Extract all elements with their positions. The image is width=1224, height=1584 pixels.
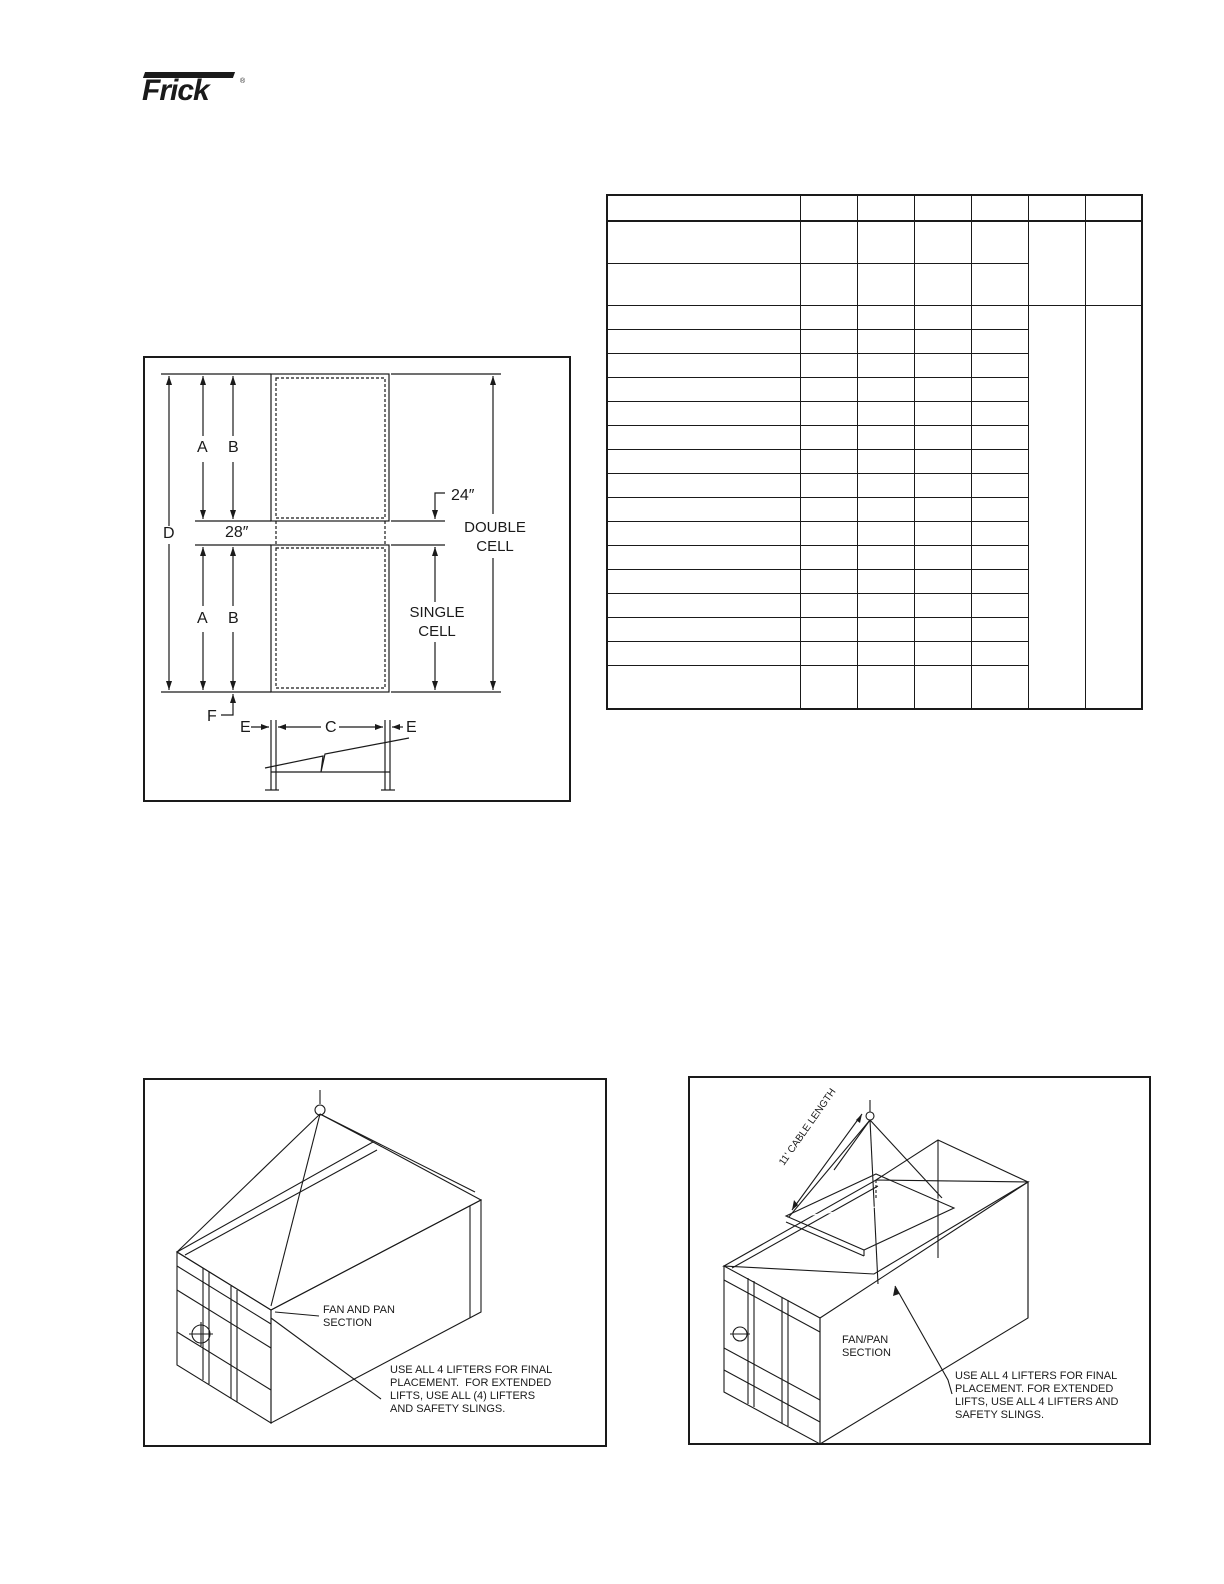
dim-label-c: C (325, 719, 337, 736)
table-cell (800, 521, 857, 545)
table-cell (607, 617, 800, 641)
table-cell-merged (1085, 305, 1142, 709)
fan-and-pan-section-label: FAN AND PAN SECTION (323, 1304, 395, 1329)
table-cell (914, 329, 971, 353)
table-cell (857, 617, 914, 641)
table-cell (914, 305, 971, 329)
table-row (607, 221, 1142, 263)
dim-label-e-right: E (406, 719, 417, 736)
table-cell (914, 521, 971, 545)
table-cell (800, 473, 857, 497)
table-cell (914, 449, 971, 473)
table-cell (971, 473, 1028, 497)
table-cell (800, 449, 857, 473)
table-cell (971, 305, 1028, 329)
dim-label-e-left: E (240, 719, 251, 736)
table-cell (971, 377, 1028, 401)
fan-and-pan-rigging-figure (143, 1078, 607, 1447)
frick-logo (142, 70, 252, 106)
table-cell (800, 593, 857, 617)
table-cell (914, 425, 971, 449)
table-cell (857, 377, 914, 401)
table-cell (857, 521, 914, 545)
table-cell (800, 353, 857, 377)
table-cell (914, 665, 971, 709)
table-cell (857, 195, 914, 221)
table-cell (800, 425, 857, 449)
table-cell (607, 377, 800, 401)
cell-dimension-drawing (145, 358, 573, 804)
table-cell (607, 473, 800, 497)
table-cell (971, 263, 1028, 305)
table-cell (971, 353, 1028, 377)
dim-label-24-inch: 24″ (451, 487, 475, 504)
table-cell (800, 569, 857, 593)
table-cell (607, 305, 800, 329)
table-cell (800, 305, 857, 329)
table-cell (914, 569, 971, 593)
table-cell (800, 641, 857, 665)
table-cell (800, 401, 857, 425)
dim-label-b-bottom: B (228, 610, 239, 627)
table-cell (800, 497, 857, 521)
fan-and-pan-lifting-note: USE ALL 4 LIFTERS FOR FINAL PLACEMENT. FOR EXTENDED LIFTS, USE ALL (4) LIFTERS AND SAFETY SLINGS. (390, 1364, 553, 1415)
table-cell (914, 353, 971, 377)
table-cell (857, 641, 914, 665)
single-cell-label: SINGLE CELL (409, 604, 465, 640)
fan-pan-lifting-note: USE ALL 4 LIFTERS FOR FINAL PLACEMENT. FOR EXTENDED LIFTS, USE ALL 4 LIFTERS AND SAFETY SLINGS. (955, 1370, 1119, 1421)
table-cell (607, 593, 800, 617)
table-cell (607, 449, 800, 473)
table-cell (800, 329, 857, 353)
table-cell (971, 449, 1028, 473)
table-cell (914, 263, 971, 305)
table-cell (607, 521, 800, 545)
logo-registered-mark: ® (240, 78, 246, 85)
table-cell-merged (1028, 305, 1085, 709)
table-cell (971, 521, 1028, 545)
table-cell (971, 425, 1028, 449)
table-cell (857, 353, 914, 377)
table-cell (914, 593, 971, 617)
fan-pan-cable-rigging-figure (688, 1076, 1151, 1445)
table-cell (607, 425, 800, 449)
table-cell (800, 377, 857, 401)
table-cell (607, 263, 800, 305)
table-cell (607, 665, 800, 709)
table-cell-merged (1085, 221, 1142, 305)
table-cell (800, 195, 857, 221)
table-cell (607, 195, 800, 221)
table-cell (857, 305, 914, 329)
table-cell (971, 497, 1028, 521)
double-cell-label: DOUBLE CELL (464, 519, 526, 555)
table-cell (857, 665, 914, 709)
table-cell (800, 665, 857, 709)
table-cell (971, 569, 1028, 593)
table-cell (914, 195, 971, 221)
table-cell (914, 617, 971, 641)
table-cell (971, 641, 1028, 665)
logo-wordmark: Frick (142, 74, 209, 107)
table-cell (857, 401, 914, 425)
table-cell (607, 497, 800, 521)
dimension-table (606, 194, 1143, 710)
cable-length-label: 11' CABLE LENGTH (777, 1086, 839, 1168)
dim-label-a-top: A (197, 439, 208, 456)
dim-label-a-bottom: A (197, 610, 208, 627)
table-cell (914, 377, 971, 401)
table-cell (607, 353, 800, 377)
dim-label-b-top: B (228, 439, 239, 456)
table-cell (857, 497, 914, 521)
table-cell (800, 263, 857, 305)
table-cell (607, 221, 800, 263)
table-cell (914, 401, 971, 425)
table-row (607, 305, 1142, 329)
table-cell (971, 617, 1028, 641)
table-cell (857, 425, 914, 449)
table-cell (607, 545, 800, 569)
table-cell (971, 401, 1028, 425)
table-cell-merged (1028, 221, 1085, 305)
table-cell (857, 593, 914, 617)
table-cell (914, 497, 971, 521)
table-cell (857, 329, 914, 353)
cell-dimension-figure (143, 356, 571, 802)
fan-pan-section-label: FAN/PAN SECTION (842, 1334, 891, 1359)
table-cell (914, 545, 971, 569)
table-cell (971, 329, 1028, 353)
table-cell (914, 221, 971, 263)
table-cell (971, 593, 1028, 617)
dim-label-d: D (163, 525, 175, 542)
table-cell (914, 473, 971, 497)
dim-label-28-inch: 28″ (225, 524, 249, 541)
table-cell (971, 665, 1028, 709)
table-cell (607, 641, 800, 665)
table-cell (1085, 195, 1142, 221)
table-cell (857, 569, 914, 593)
table-cell (857, 263, 914, 305)
table-header-row (607, 195, 1142, 221)
table-cell (1028, 195, 1085, 221)
table-cell (971, 545, 1028, 569)
table-cell (607, 329, 800, 353)
table-cell (857, 473, 914, 497)
table-cell (971, 221, 1028, 263)
table-cell (800, 617, 857, 641)
table-cell (607, 569, 800, 593)
table-cell (857, 221, 914, 263)
table-cell (857, 545, 914, 569)
table-cell (857, 449, 914, 473)
table-cell (607, 401, 800, 425)
table-cell (914, 641, 971, 665)
table-cell (800, 221, 857, 263)
table-cell (971, 195, 1028, 221)
table-cell (800, 545, 857, 569)
dim-label-f: F (207, 708, 217, 725)
